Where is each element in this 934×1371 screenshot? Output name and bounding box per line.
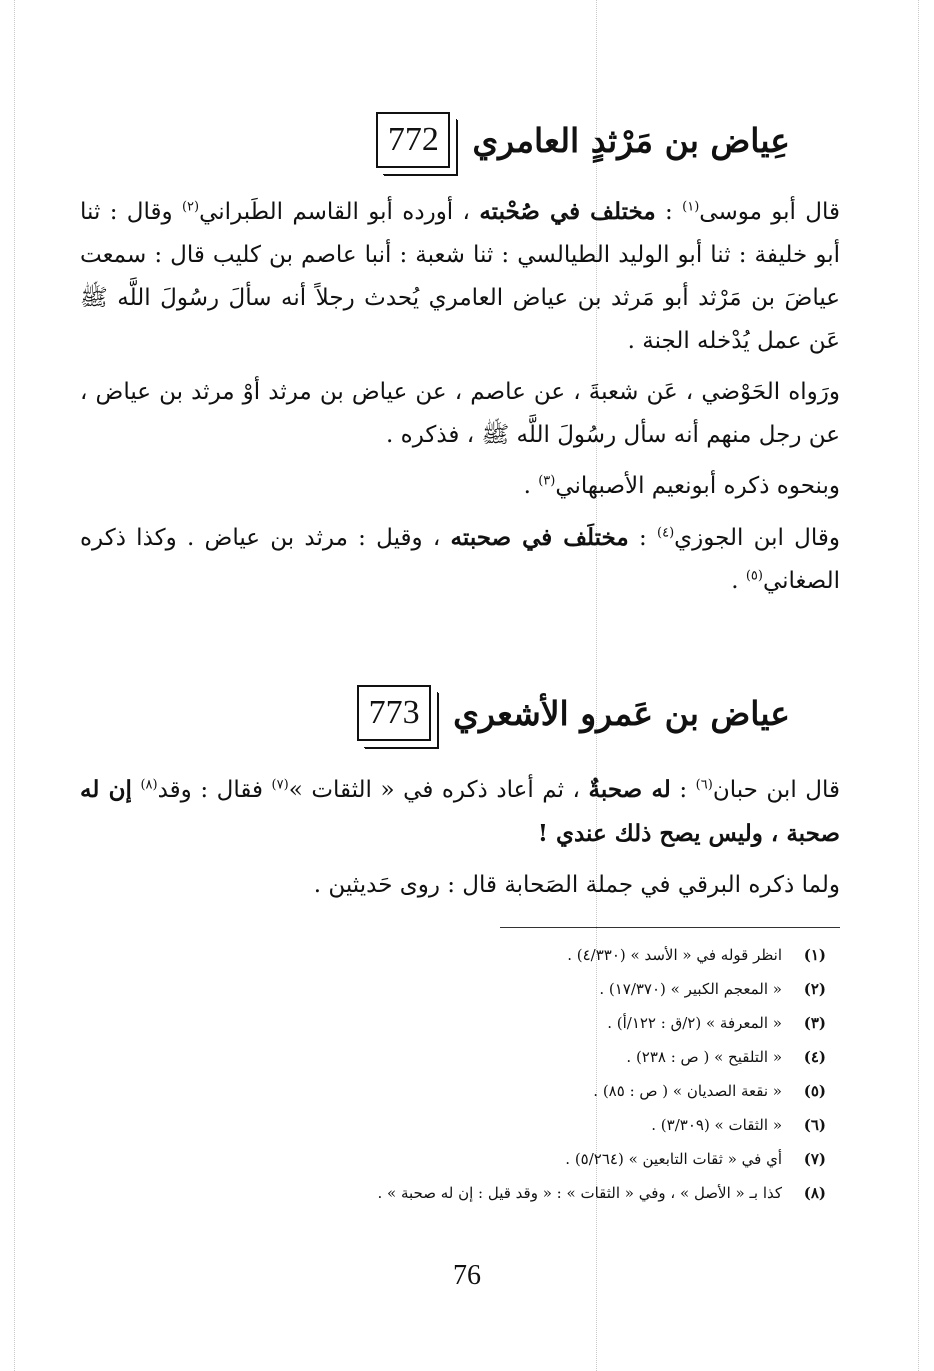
entry2-paragraph [80, 768, 840, 856]
footnote-text: « الثقات » (٣/٣٠٩) . [651, 1116, 782, 1134]
text-run: : [655, 199, 683, 225]
entry-772-title: عِياض بن مَرْثدٍ العامري [472, 120, 790, 160]
text-run: قال ابن حبان [712, 777, 841, 803]
bold-text-run: مختلف في صُحْبته [479, 198, 656, 225]
text-run: وقال : ثنا أبو خليفة : ثنا أبو الوليد الطيالسي : ثنا شعبة : أنبا عاصم بن كليب قال : سمعت عياضَ بن مَرْثد أبو مَرثد بن عياض العامري يُحدث رجلاً أنه سألَ رسُولَ اللَّه ﷺ عَن عمل يُدْخله الجنة . [80, 199, 840, 354]
footnote-text: « التلقيح » ( ص : ٢٣٨) . [626, 1048, 782, 1066]
footnote-marker: (٢) [181, 199, 200, 215]
text-run: قال أبو موسى [699, 199, 841, 225]
footnote-number: (٤) [803, 1048, 826, 1066]
entry-773-body [80, 768, 840, 907]
entry-773-title: عياض بن عَمرو الأشعري [453, 693, 790, 733]
footnote-item [120, 1142, 826, 1176]
text-run: ، ثم أعاد ذكره في « الثقات » [288, 777, 589, 803]
entry-772-number-box: 772 [376, 112, 450, 168]
entry1-paragraph [80, 516, 840, 603]
footnote-item [120, 938, 826, 972]
footnote-number: (٢) [803, 980, 826, 998]
footnote-marker: (٤) [657, 525, 675, 541]
footnote-number: (٥) [803, 1082, 826, 1100]
footnote-text: « المعجم الكبير » (١٧/٣٧٠) . [599, 980, 782, 998]
text-run: : [670, 777, 696, 803]
entry1-paragraph [80, 465, 840, 508]
footnote-marker: (٥) [745, 568, 763, 584]
text-run: . [731, 568, 746, 594]
footnote-item [120, 1006, 826, 1040]
entry-772-body [80, 190, 840, 603]
entry-773-number-box: 773 [357, 685, 431, 741]
footnote-marker: (٧) [271, 777, 289, 793]
text-run: ولما ذكره البرقي في جملة الصَحابة قال : روى حَديثين . [313, 872, 840, 898]
text-run: ، أورده أبو القاسم الطَبراني [199, 199, 480, 225]
footnote-item [120, 972, 826, 1006]
footnote-text: كذا بـ « الأصل » ، وفي « الثقات » : « وقد قيل : إن له صحبة » . [377, 1184, 782, 1202]
footnote-number: (٧) [803, 1150, 826, 1168]
text-run: ورَواه الحَوْضي ، عَن شعبةَ ، عن عاصم ، عن عياض بن مرثد أوْ مرثد بن عياض ، عن رجل منهم أنه سأل رسُولَ اللَّه ﷺ ، فذكره . [80, 379, 840, 448]
text-run: وقال ابن الجوزي [674, 525, 840, 551]
footnote-item [120, 1108, 826, 1142]
text-run: : [628, 525, 657, 551]
footnote-marker: (٨) [140, 777, 158, 793]
footnote-marker: (٦) [695, 777, 713, 793]
footnote-marker: (٣) [538, 473, 556, 489]
bold-text-run: له صحبةٌ [588, 776, 671, 803]
footnote-number: (١) [803, 946, 826, 964]
margin-guide-left [14, 0, 15, 1371]
entry-773-heading [150, 668, 790, 758]
entry1-paragraph [80, 371, 840, 457]
margin-guide-right [918, 0, 919, 1371]
text-run: . [523, 473, 539, 499]
footnote-text: « نقعة الصديان » ( ص : ٨٥) . [593, 1082, 782, 1100]
footnote-item [120, 1176, 826, 1210]
footnote-separator [500, 927, 840, 928]
entry1-paragraph [80, 190, 840, 363]
bold-text-run: إن له صحبة ، وليس يصح ذلك عندي ! [80, 776, 840, 847]
entry-772-heading [150, 95, 790, 185]
footnote-item [120, 1040, 826, 1074]
footnote-number: (٨) [803, 1184, 826, 1202]
footnote-text: انظر قوله في « الأسد » (٤/٣٣٠) . [567, 946, 782, 964]
footnote-item [120, 1074, 826, 1108]
entry2-paragraph [80, 864, 840, 907]
bold-text-run: مختلَف في صحبته [450, 524, 629, 551]
page-number: 76 [453, 1260, 481, 1291]
footnotes [120, 938, 826, 1210]
footnote-number: (٣) [803, 1014, 826, 1032]
footnote-number: (٦) [803, 1116, 826, 1134]
footnote-text: « المعرفة » (٢/ق : ١٢٢/أ) . [607, 1014, 782, 1032]
footnote-marker: (١) [682, 199, 700, 215]
footnote-text: أي في « ثقات التابعين » (٥/٢٦٤) . [565, 1150, 782, 1168]
text-run: وبنحوه ذكره أبونعيم الأصبهاني [555, 473, 840, 499]
text-run: ، وقيل : مرثد بن عياض . وكذا ذكره الصغاني [80, 525, 840, 594]
text-run: فقال : وقد [157, 777, 272, 803]
